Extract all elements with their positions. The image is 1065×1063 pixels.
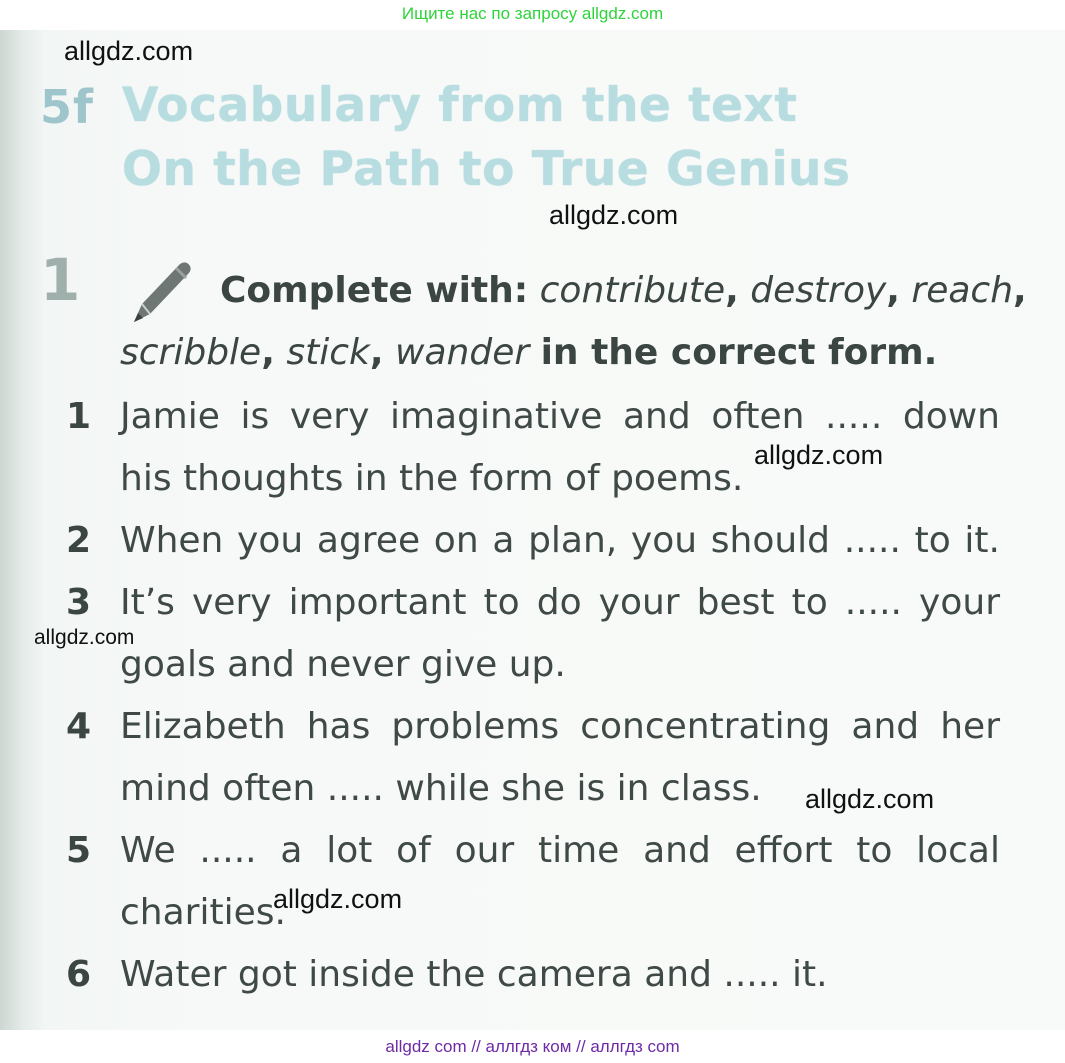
item-number: 1 bbox=[66, 396, 92, 437]
watermark: allgdz.com bbox=[34, 626, 135, 649]
word-scribble: scribble bbox=[120, 332, 262, 373]
pen-icon bbox=[124, 256, 196, 328]
instruction-line-1: Complete with: contribute, destroy, reach, bbox=[220, 270, 1027, 311]
item-4-line-2: mind often ..... while she is in class. bbox=[120, 768, 762, 809]
instruction-lead: Complete with: bbox=[220, 270, 529, 311]
item-5-line-1: We ..... a lot of our time and effort to local bbox=[120, 830, 1000, 871]
watermark: allgdz.com bbox=[754, 440, 884, 470]
section-title-line-1: Vocabulary from the text bbox=[122, 78, 798, 133]
word-wander: wander bbox=[395, 332, 530, 373]
item-4-line-1: Elizabeth has problems concentrating and her bbox=[120, 706, 1000, 747]
item-2-line-1: When you agree on a plan, you should ..... to it. bbox=[120, 520, 1000, 561]
item-number: 2 bbox=[66, 520, 92, 561]
section-number: 5f bbox=[40, 80, 95, 134]
item-number: 5 bbox=[66, 830, 92, 871]
watermark: allgdz.com bbox=[64, 36, 194, 66]
word-stick: stick bbox=[286, 332, 370, 373]
item-number: 4 bbox=[66, 706, 92, 747]
watermark: allgdz.com bbox=[273, 884, 403, 914]
item-3-line-1: It’s very important to do your best to ..... your bbox=[120, 582, 1000, 623]
item-5-line-2: charities. bbox=[120, 892, 286, 933]
watermark: allgdz.com bbox=[549, 200, 679, 230]
item-6-line-1: Water got inside the camera and ..... it. bbox=[120, 954, 828, 995]
item-1-line-1: Jamie is very imaginative and often ..... down bbox=[120, 396, 1000, 437]
watermark: allgdz.com bbox=[805, 784, 935, 814]
word-contribute: contribute bbox=[539, 270, 726, 311]
exercise-number: 1 bbox=[40, 246, 81, 314]
top-banner: Ищите нас по запросу allgdz.com bbox=[401, 4, 664, 23]
bottom-banner: allgdz com // аллгдз ком // аллгдз com bbox=[0, 1032, 1065, 1063]
instruction-line-2: scribble, stick, wander in the correct form. bbox=[120, 332, 938, 373]
textbook-page bbox=[0, 30, 1065, 1030]
section-title-line-2: On the Path to True Genius bbox=[122, 142, 851, 197]
instruction-tail: in the correct form. bbox=[540, 332, 938, 373]
item-3-line-2: goals and never give up. bbox=[120, 644, 566, 685]
word-destroy: destroy bbox=[750, 270, 887, 311]
item-number: 6 bbox=[66, 954, 92, 995]
item-1-line-2: his thoughts in the form of poems. bbox=[120, 458, 744, 499]
word-reach: reach bbox=[911, 270, 1014, 311]
item-number: 3 bbox=[66, 582, 92, 623]
